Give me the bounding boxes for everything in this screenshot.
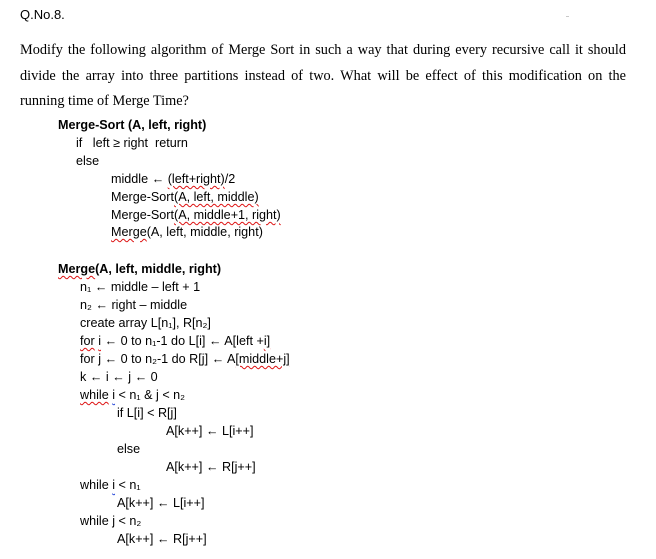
for-body: for j ← 0 to n₂-1 do R[j] ← A xyxy=(80,352,236,366)
while-j-line: while j < n₂ xyxy=(80,514,142,528)
while-keyword: while xyxy=(80,388,109,402)
call-args: (A, left, middle, right) xyxy=(146,225,263,239)
while-i-var: i xyxy=(112,478,116,492)
assign-left-line: A[k++] ← L[i++] xyxy=(166,424,254,438)
while-i-line xyxy=(80,477,141,493)
assign-left-remaining: A[k++] ← L[i++] xyxy=(117,496,205,510)
for-keyword: for xyxy=(80,334,95,348)
middle-suffix: /2 xyxy=(224,172,236,186)
recursive-call-left xyxy=(111,189,259,205)
for-index: i] xyxy=(263,334,271,348)
merge-call xyxy=(111,224,263,240)
n2-line: n₂ ← right – middle xyxy=(80,298,188,312)
merge-header-args: (A, left, middle, right) xyxy=(95,262,222,276)
merge-header-name: Merge xyxy=(58,262,96,276)
for-var: i xyxy=(98,334,102,348)
call-name: Merge xyxy=(111,225,147,239)
for-body: ← 0 to n₁-1 do L[i] ← A[left + xyxy=(101,334,264,348)
merge-sort-else: else xyxy=(76,154,100,168)
assign-right-line: A[k++] ← R[j++] xyxy=(166,460,256,474)
n1-line: n₁ ← middle – left + 1 xyxy=(80,280,201,294)
for-j-line xyxy=(80,351,290,367)
call-name: Merge-Sort xyxy=(111,190,174,204)
while-line xyxy=(80,387,185,403)
while-cond: < n₁ & j < n₂ xyxy=(115,388,186,402)
init-line: k ← i ← j ← 0 xyxy=(80,370,158,384)
else-line: else xyxy=(117,442,141,456)
for-index: [middle+j] xyxy=(235,352,290,366)
middle-prefix: middle ← xyxy=(111,172,168,186)
question-number: Q.No.8. xyxy=(20,7,65,22)
middle-assignment xyxy=(111,171,235,187)
while-i-keyword: while xyxy=(80,478,113,492)
merge-header xyxy=(58,261,221,277)
question-text: Modify the following algorithm of Merge Sort in such a way that during every recursive call it should divide the array into three partitions instead of two. What will be effect of this modification on the running time of Merge Time? xyxy=(20,42,626,109)
merge-sort-header: Merge-Sort (A, left, right) xyxy=(58,118,207,132)
for-i-line xyxy=(80,333,270,349)
while-i-cond: < n₁ xyxy=(115,478,141,492)
while-var: i xyxy=(112,388,116,402)
stray-mark xyxy=(566,16,569,17)
create-array-line: create array L[n₁], R[n₂] xyxy=(80,316,211,330)
call-name: Merge-Sort xyxy=(111,208,174,222)
call-args: (A, left, middle) xyxy=(174,190,259,204)
merge-sort-if-line: if left ≥ right return xyxy=(76,136,188,150)
assign-right-remaining: A[k++] ← R[j++] xyxy=(117,532,207,546)
if-compare-line: if L[i] < R[j] xyxy=(117,406,177,420)
recursive-call-right xyxy=(111,207,281,223)
call-args: (A, middle+1, right) xyxy=(174,208,281,222)
middle-expr: (left+right) xyxy=(167,172,225,186)
